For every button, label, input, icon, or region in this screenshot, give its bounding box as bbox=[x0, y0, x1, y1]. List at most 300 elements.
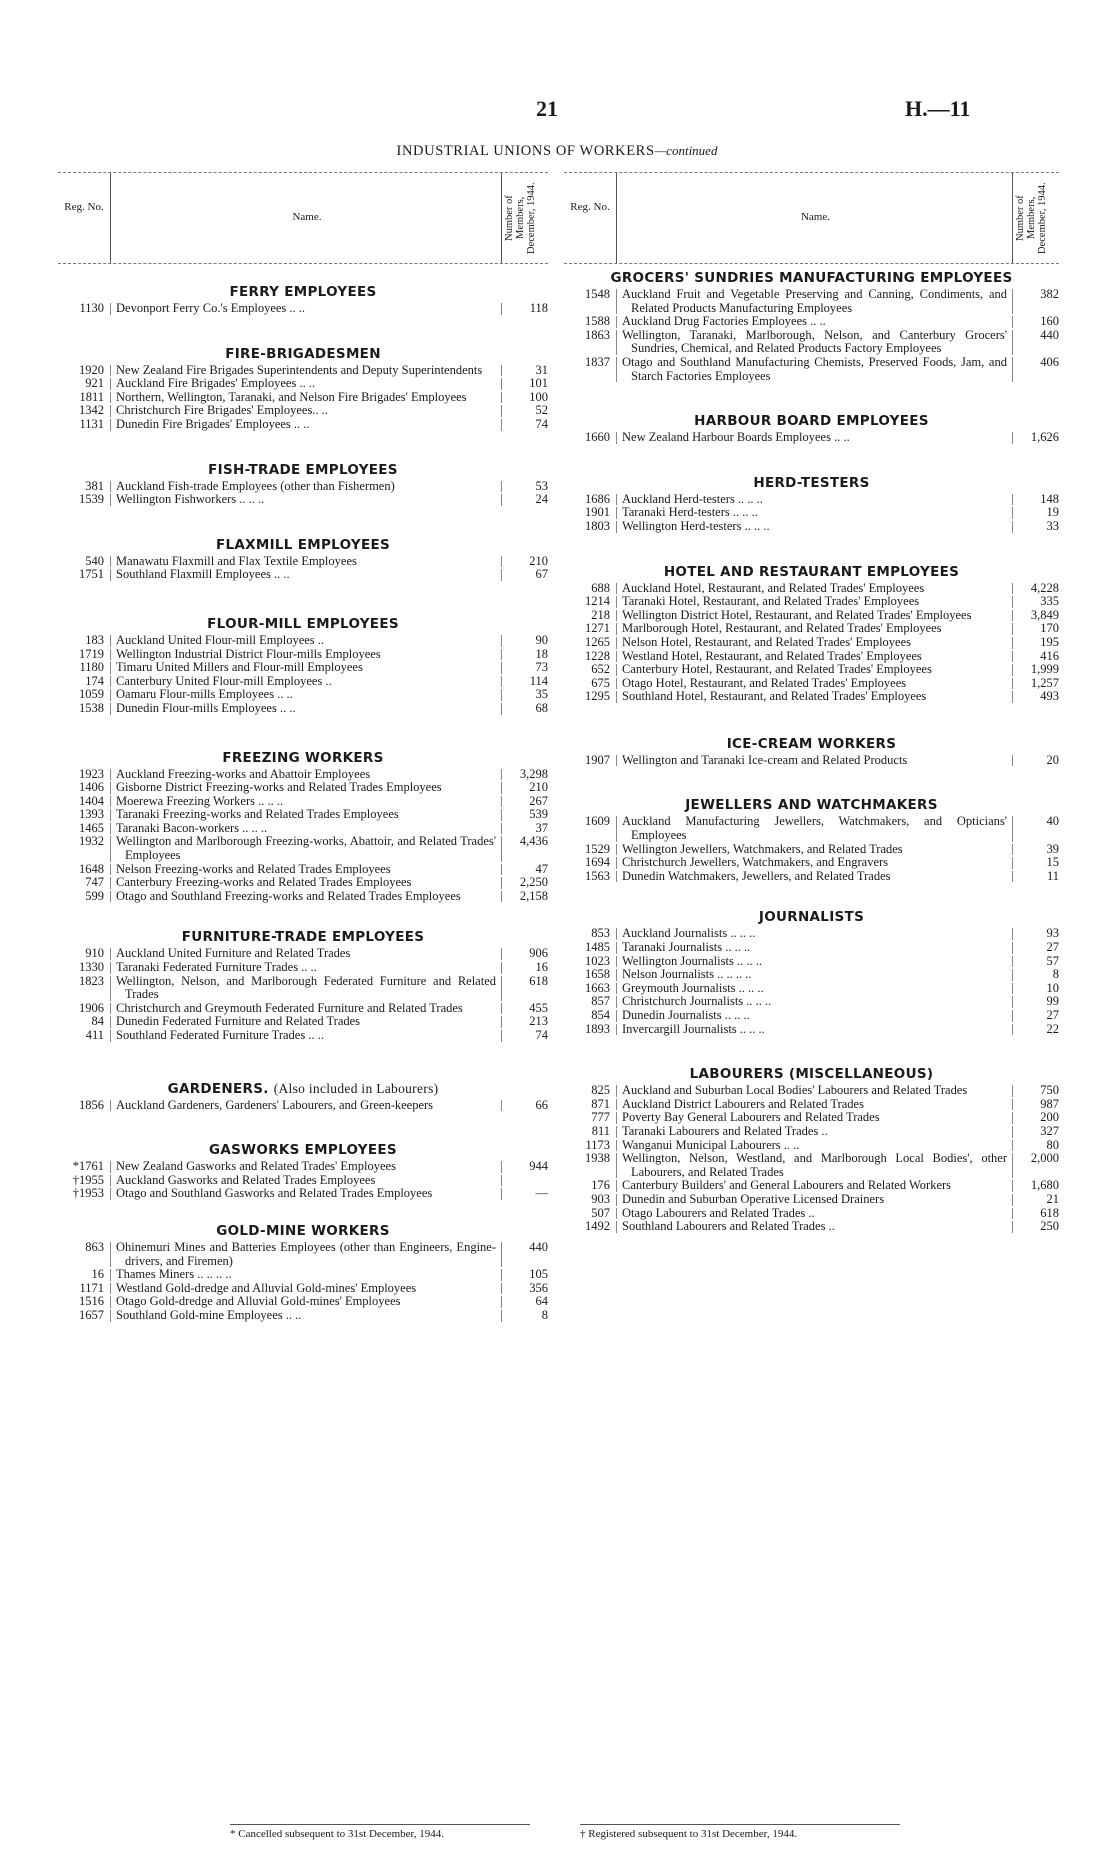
member-count: 18 bbox=[535, 646, 548, 661]
member-count: 1,626 bbox=[1030, 430, 1059, 445]
table-row bbox=[58, 835, 548, 862]
member-count: 382 bbox=[1040, 287, 1059, 301]
column-rule bbox=[616, 956, 617, 968]
union-name: Taranaki Labourers and Related Trades .. bbox=[622, 1123, 828, 1138]
member-count: 93 bbox=[1046, 926, 1059, 941]
table-row bbox=[58, 1295, 548, 1309]
column-rule bbox=[110, 796, 111, 808]
section-title-text: JEWELLERS AND WATCHMAKERS bbox=[685, 797, 938, 814]
column-rule bbox=[110, 769, 111, 781]
column-rule bbox=[501, 1242, 502, 1267]
member-count: 90 bbox=[535, 632, 548, 647]
union-name: Auckland United Flour-mill Employees .. bbox=[116, 632, 325, 647]
table-row bbox=[58, 377, 548, 391]
member-count: 210 bbox=[529, 780, 548, 795]
union-name: Southland Federated Furniture Trades .. .. bbox=[116, 1028, 324, 1042]
member-count: 1,680 bbox=[1030, 1178, 1059, 1193]
column-rule bbox=[501, 877, 502, 889]
union-name: Auckland Herd-testers .. .. .. bbox=[622, 491, 763, 506]
section-title bbox=[58, 537, 548, 553]
reg-number: 1823 bbox=[79, 973, 104, 988]
reg-number: 1803 bbox=[585, 518, 610, 533]
union-name: Invercargill Journalists .. .. .. bbox=[622, 1021, 765, 1036]
column-rule bbox=[501, 405, 502, 417]
member-count: 114 bbox=[529, 673, 548, 688]
union-name: Moerewa Freezing Workers .. .. .. bbox=[116, 793, 284, 808]
union-name: Canterbury Builders' and General Labourers and Related Workers bbox=[622, 1178, 952, 1193]
union-name: Auckland Fish-trade Employees (other than Fishermen) bbox=[116, 478, 395, 493]
union-section bbox=[58, 346, 548, 432]
reg-number: 825 bbox=[591, 1083, 610, 1098]
table-row bbox=[58, 555, 548, 569]
union-section bbox=[564, 564, 1059, 704]
reg-number: †1953 bbox=[72, 1186, 104, 1201]
member-count: 2,158 bbox=[519, 888, 548, 903]
members-header: Number of Members, December, 1944. bbox=[1015, 182, 1048, 254]
union-name: New Zealand Gasworks and Related Trades' Employees bbox=[116, 1159, 396, 1174]
reg-number: 811 bbox=[591, 1123, 610, 1138]
section-title bbox=[58, 462, 548, 478]
union-name: Thames Miners .. .. .. .. bbox=[116, 1267, 232, 1282]
column-rule bbox=[110, 836, 111, 861]
table-row bbox=[564, 609, 1059, 623]
table-row bbox=[58, 1174, 548, 1188]
member-count: 33 bbox=[1046, 518, 1059, 533]
column-rule bbox=[501, 676, 502, 688]
column-rule bbox=[616, 1126, 617, 1138]
column-rule bbox=[501, 378, 502, 390]
table-row bbox=[58, 1160, 548, 1174]
column-rule bbox=[1012, 1180, 1013, 1192]
union-name: Timaru United Millers and Flour-mill Employees bbox=[116, 660, 363, 675]
column-rule bbox=[110, 1175, 111, 1187]
member-count: 406 bbox=[1040, 354, 1059, 369]
union-name: Auckland Manufacturing Jewellers, Watchmakers, and Opticians' Employees bbox=[622, 814, 1007, 843]
section-title bbox=[58, 1081, 548, 1097]
column-rule bbox=[1012, 623, 1013, 635]
reg-number: 1539 bbox=[79, 492, 104, 507]
column-rule bbox=[501, 836, 502, 861]
reg-number: 1658 bbox=[585, 967, 610, 982]
reg-number: 1906 bbox=[79, 1000, 104, 1015]
reg-number: 921 bbox=[85, 376, 104, 391]
union-name: Dunedin and Suburban Operative Licensed Drainers bbox=[622, 1191, 885, 1206]
section-title-text: HERD-TESTERS bbox=[753, 474, 870, 491]
reg-number: 1228 bbox=[585, 648, 610, 663]
column-rule bbox=[110, 556, 111, 568]
union-name: Auckland District Labourers and Related Trades bbox=[622, 1096, 864, 1111]
union-name: Auckland United Furniture and Related Trades bbox=[116, 946, 351, 961]
column-rule bbox=[110, 635, 111, 647]
member-count: 148 bbox=[1040, 491, 1059, 506]
section-title-text: GARDENERS. bbox=[167, 1080, 269, 1097]
table-row bbox=[58, 822, 548, 836]
column-rule bbox=[1012, 969, 1013, 981]
union-name: Auckland Journalists .. .. .. bbox=[622, 926, 756, 941]
reg-number: 1938 bbox=[585, 1151, 610, 1166]
reg-number: 857 bbox=[591, 994, 610, 1009]
column-rule bbox=[616, 507, 617, 519]
table-row bbox=[564, 493, 1059, 507]
section-title-text: FISH-TRADE EMPLOYEES bbox=[208, 461, 398, 478]
union-name: Dunedin Federated Furniture and Related Trades bbox=[116, 1014, 361, 1029]
member-count: 455 bbox=[529, 1000, 548, 1015]
member-count: 440 bbox=[1040, 327, 1059, 342]
member-count: 2,000 bbox=[1030, 1151, 1059, 1166]
union-name: Poverty Bay General Labourers and Related Trades bbox=[622, 1110, 880, 1125]
table-row bbox=[58, 391, 548, 405]
column-rule bbox=[1012, 1010, 1013, 1022]
member-count: — bbox=[535, 1186, 548, 1201]
column-rule bbox=[616, 844, 617, 856]
column-rule bbox=[501, 569, 502, 581]
name-header: Name. bbox=[800, 211, 830, 223]
union-name: Taranaki Bacon-workers .. .. .. bbox=[116, 820, 268, 835]
column-rule bbox=[110, 823, 111, 835]
member-count: 618 bbox=[529, 973, 548, 988]
column-rule bbox=[110, 864, 111, 876]
union-name: Canterbury United Flour-mill Employees .. bbox=[116, 673, 332, 688]
column-rule bbox=[1012, 1153, 1013, 1178]
reg-number: 1719 bbox=[79, 646, 104, 661]
reg-number: 1660 bbox=[585, 430, 610, 445]
union-section bbox=[564, 475, 1059, 534]
column-rule bbox=[501, 1161, 502, 1173]
reg-number: 1548 bbox=[585, 287, 610, 301]
column-rule bbox=[1012, 942, 1013, 954]
table-row bbox=[564, 1179, 1059, 1193]
member-count: 100 bbox=[529, 389, 548, 404]
member-count: 267 bbox=[529, 793, 548, 808]
member-count: 57 bbox=[1046, 953, 1059, 968]
member-count: 35 bbox=[535, 687, 548, 702]
table-row bbox=[564, 927, 1059, 941]
reg-number: 1465 bbox=[79, 820, 104, 835]
column-rule bbox=[110, 703, 111, 715]
column-rule bbox=[616, 432, 617, 444]
table-row bbox=[564, 1139, 1059, 1153]
column-rule bbox=[501, 1016, 502, 1028]
column-rule bbox=[110, 303, 111, 315]
table-row bbox=[58, 302, 548, 316]
union-name: Canterbury Hotel, Restaurant, and Related Trades' Employees bbox=[622, 662, 932, 677]
column-rule bbox=[501, 948, 502, 960]
left-table-body bbox=[58, 284, 548, 1323]
union-name: Westland Gold-dredge and Alluvial Gold-mines' Employees bbox=[116, 1280, 417, 1295]
table-row bbox=[564, 431, 1059, 445]
footnote-cancelled: * Cancelled subsequent to 31st December, 1944. bbox=[230, 1828, 445, 1840]
union-name: Otago and Southland Gasworks and Related Trades Employees bbox=[116, 1186, 433, 1201]
union-section bbox=[58, 537, 548, 582]
header-divider bbox=[110, 173, 111, 263]
union-name: New Zealand Harbour Boards Employees .. .. bbox=[622, 430, 850, 445]
column-rule bbox=[616, 1024, 617, 1036]
column-rule bbox=[501, 1283, 502, 1295]
column-rule bbox=[1012, 678, 1013, 690]
union-section bbox=[58, 1142, 548, 1201]
column-rule bbox=[616, 1153, 617, 1178]
union-name: Nelson Freezing-works and Related Trades Employees bbox=[116, 861, 391, 876]
reg-number: 84 bbox=[91, 1014, 104, 1029]
member-count: 170 bbox=[1040, 621, 1059, 636]
column-rule bbox=[110, 689, 111, 701]
column-rule bbox=[1012, 596, 1013, 608]
page-title bbox=[0, 143, 1114, 160]
column-rule bbox=[501, 662, 502, 674]
reg-number: 1516 bbox=[79, 1294, 104, 1309]
column-rule bbox=[110, 948, 111, 960]
table-row bbox=[564, 690, 1059, 704]
reg-number: 1694 bbox=[585, 855, 610, 870]
section-title bbox=[564, 270, 1059, 286]
column-rule bbox=[501, 419, 502, 431]
union-name: Wellington Jewellers, Watchmakers, and Related Trades bbox=[622, 841, 903, 856]
reg-number: 1686 bbox=[585, 491, 610, 506]
column-rule bbox=[110, 976, 111, 1001]
table-row bbox=[58, 1029, 548, 1043]
member-count: 944 bbox=[529, 1159, 548, 1174]
column-rule bbox=[110, 1100, 111, 1112]
section-title bbox=[58, 346, 548, 362]
column-rule bbox=[501, 1310, 502, 1322]
table-row bbox=[564, 995, 1059, 1009]
table-row bbox=[564, 636, 1059, 650]
column-rule bbox=[501, 1175, 502, 1187]
union-section bbox=[58, 284, 548, 316]
column-rule bbox=[616, 1112, 617, 1124]
member-count: 105 bbox=[529, 1267, 548, 1282]
column-rule bbox=[110, 365, 111, 377]
table-row bbox=[564, 520, 1059, 534]
member-count: 213 bbox=[529, 1014, 548, 1029]
column-rule bbox=[110, 1296, 111, 1308]
section-title bbox=[564, 1066, 1059, 1082]
table-row bbox=[564, 856, 1059, 870]
member-count: 539 bbox=[529, 807, 548, 822]
section-title-text: FURNITURE-TRADE EMPLOYEES bbox=[181, 929, 425, 946]
union-name: Southland Flaxmill Employees .. .. bbox=[116, 567, 290, 582]
reg-number: 16 bbox=[91, 1267, 104, 1282]
member-count: 4,228 bbox=[1030, 580, 1059, 595]
column-rule bbox=[1012, 755, 1013, 767]
reg-number: 688 bbox=[591, 580, 610, 595]
column-rule bbox=[616, 330, 617, 355]
union-section bbox=[564, 413, 1059, 445]
column-rule bbox=[501, 1003, 502, 1015]
page-title-suffix: —continued bbox=[654, 143, 718, 158]
section-title bbox=[58, 1223, 548, 1239]
union-name: Southland Labourers and Related Trades .. bbox=[622, 1219, 835, 1234]
section-title bbox=[564, 564, 1059, 580]
reg-number: 1492 bbox=[585, 1219, 610, 1234]
column-rule bbox=[110, 662, 111, 674]
member-count: 16 bbox=[535, 960, 548, 975]
table-row bbox=[58, 876, 548, 890]
reg-number: 747 bbox=[85, 875, 104, 890]
column-rule bbox=[1012, 1221, 1013, 1233]
member-count: 2,250 bbox=[519, 875, 548, 890]
reg-number: *1761 bbox=[72, 1159, 104, 1174]
union-name: Northern, Wellington, Taranaki, and Nelson Fire Brigades' Employees bbox=[116, 389, 467, 404]
union-section bbox=[564, 736, 1059, 768]
column-rule bbox=[501, 769, 502, 781]
column-rule bbox=[1012, 1194, 1013, 1206]
reg-number: 1538 bbox=[79, 700, 104, 715]
column-rule bbox=[1012, 316, 1013, 328]
right-table-body bbox=[564, 270, 1059, 1234]
column-rule bbox=[616, 637, 617, 649]
table-row bbox=[58, 795, 548, 809]
table-row bbox=[564, 595, 1059, 609]
column-rule bbox=[110, 392, 111, 404]
column-rule bbox=[1012, 1112, 1013, 1124]
union-name: Nelson Hotel, Restaurant, and Related Trades' Employees bbox=[622, 634, 912, 649]
table-row bbox=[58, 634, 548, 648]
union-name: Taranaki Herd-testers .. .. .. bbox=[622, 505, 758, 520]
section-title bbox=[58, 750, 548, 766]
member-count: 99 bbox=[1046, 994, 1059, 1009]
column-rule bbox=[501, 891, 502, 903]
column-rule bbox=[1012, 996, 1013, 1008]
union-name: Dunedin Fire Brigades' Employees .. .. bbox=[116, 416, 310, 431]
member-count: 39 bbox=[1046, 841, 1059, 856]
column-rule bbox=[501, 365, 502, 377]
column-rule bbox=[110, 676, 111, 688]
section-title bbox=[564, 909, 1059, 925]
table-row bbox=[58, 688, 548, 702]
reg-number: 1214 bbox=[585, 594, 610, 609]
table-row bbox=[58, 1309, 548, 1323]
section-title-text: GROCERS' SUNDRIES MANUFACTURING EMPLOYEES bbox=[610, 270, 1013, 286]
section-title bbox=[58, 284, 548, 300]
reg-number: 1295 bbox=[585, 689, 610, 704]
reg-number: 1856 bbox=[79, 1097, 104, 1112]
column-rule bbox=[110, 1003, 111, 1015]
union-name: Wanganui Municipal Labourers .. .. bbox=[622, 1137, 800, 1152]
member-count: 53 bbox=[535, 478, 548, 493]
table-row bbox=[564, 1111, 1059, 1125]
column-rule bbox=[1012, 928, 1013, 940]
reg-number: 1330 bbox=[79, 960, 104, 975]
union-name: Canterbury Freezing-works and Related Trades Employees bbox=[116, 875, 412, 890]
header-divider bbox=[501, 173, 502, 263]
column-rule bbox=[501, 1269, 502, 1281]
table-row bbox=[564, 622, 1059, 636]
union-name: Ohinemuri Mines and Batteries Employees (other than Engineers, Engine-drivers, and Firemen) bbox=[116, 1239, 496, 1268]
member-count: 327 bbox=[1040, 1123, 1059, 1138]
reg-number: 174 bbox=[85, 673, 104, 688]
column-rule bbox=[1012, 583, 1013, 595]
table-row bbox=[58, 890, 548, 904]
table-row bbox=[58, 975, 548, 1002]
header-divider bbox=[1012, 173, 1013, 263]
reg-number: 1171 bbox=[79, 1280, 104, 1295]
reg-number: 910 bbox=[85, 946, 104, 961]
table-row bbox=[58, 675, 548, 689]
reg-number: 183 bbox=[85, 632, 104, 647]
union-section bbox=[564, 797, 1059, 883]
member-count: 210 bbox=[529, 553, 548, 568]
column-rule bbox=[501, 303, 502, 315]
union-name: Otago Hotel, Restaurant, and Related Trades' Employees bbox=[622, 675, 907, 690]
union-name: Christchurch and Greymouth Federated Furniture and Related Trades bbox=[116, 1000, 463, 1015]
union-name: Southland Gold-mine Employees .. .. bbox=[116, 1307, 302, 1322]
table-row bbox=[58, 781, 548, 795]
union-name: Taranaki Journalists .. .. .. bbox=[622, 940, 751, 955]
column-rule bbox=[110, 378, 111, 390]
column-rule bbox=[1012, 1126, 1013, 1138]
union-name: Wellington District Hotel, Restaurant, and Related Trades' Employees bbox=[622, 607, 972, 622]
member-count: 22 bbox=[1046, 1021, 1059, 1036]
table-row bbox=[564, 1152, 1059, 1179]
union-name: Gisborne District Freezing-works and Related Trades Employees bbox=[116, 780, 442, 795]
reg-number: 507 bbox=[591, 1205, 610, 1220]
section-title bbox=[564, 413, 1059, 429]
union-name: Southland Hotel, Restaurant, and Related Trades' Employees bbox=[622, 689, 927, 704]
section-title-text: ICE-CREAM WORKERS bbox=[726, 735, 897, 752]
member-count: 67 bbox=[535, 567, 548, 582]
column-rule bbox=[616, 494, 617, 506]
column-rule bbox=[616, 651, 617, 663]
union-name: Otago and Southland Manufacturing Chemists, Preserved Foods, Jam, and Starch Factories Employees bbox=[622, 354, 1007, 383]
union-name: Auckland Fire Brigades' Employees .. .. bbox=[116, 376, 316, 391]
table-row bbox=[564, 1084, 1059, 1098]
table-row bbox=[58, 1282, 548, 1296]
footnote-rule bbox=[580, 1824, 900, 1825]
column-rule bbox=[1012, 956, 1013, 968]
table-row bbox=[58, 1268, 548, 1282]
reg-number: 1130 bbox=[79, 301, 104, 315]
reg-number: 1131 bbox=[79, 416, 104, 431]
reg-number: 1863 bbox=[585, 327, 610, 342]
reg-number: 1563 bbox=[585, 868, 610, 883]
union-section bbox=[58, 616, 548, 716]
column-rule bbox=[1012, 507, 1013, 519]
reg-number: 1609 bbox=[585, 814, 610, 829]
column-rule bbox=[501, 823, 502, 835]
member-count: 20 bbox=[1046, 752, 1059, 767]
column-rule bbox=[1012, 651, 1013, 663]
union-section bbox=[564, 1066, 1059, 1234]
page-number: 21 bbox=[536, 96, 558, 121]
column-rule bbox=[1012, 1099, 1013, 1111]
column-rule bbox=[110, 891, 111, 903]
union-section bbox=[58, 462, 548, 507]
member-count: 1,257 bbox=[1030, 675, 1059, 690]
member-count: 19 bbox=[1046, 505, 1059, 520]
column-rule bbox=[501, 796, 502, 808]
member-count: 160 bbox=[1040, 314, 1059, 329]
union-name: Dunedin Watchmakers, Jewellers, and Related Trades bbox=[622, 868, 891, 883]
page-title-main: INDUSTRIAL UNIONS OF WORKERS bbox=[396, 143, 655, 159]
union-name: Auckland Fruit and Vegetable Preserving and Canning, Condiments, and Related Products Manufacturing Employees bbox=[622, 287, 1007, 315]
table-row bbox=[58, 947, 548, 961]
table-row bbox=[564, 288, 1059, 315]
union-name: Nelson Journalists .. .. .. .. bbox=[622, 967, 752, 982]
union-name: Taranaki Hotel, Restaurant, and Related Trades' Employees bbox=[622, 594, 920, 609]
column-rule bbox=[616, 816, 617, 841]
column-rule bbox=[616, 610, 617, 622]
reg-number: 1404 bbox=[79, 793, 104, 808]
section-title bbox=[564, 475, 1059, 491]
member-count: 64 bbox=[535, 1294, 548, 1309]
column-rule bbox=[616, 678, 617, 690]
column-rule bbox=[110, 1242, 111, 1267]
union-name: Wellington Journalists .. .. .. bbox=[622, 953, 762, 968]
column-rule bbox=[1012, 330, 1013, 355]
section-title-text: LABOURERS (MISCELLANEOUS) bbox=[689, 1066, 934, 1083]
union-name: Auckland Hotel, Restaurant, and Related Trades' Employees bbox=[622, 580, 925, 595]
